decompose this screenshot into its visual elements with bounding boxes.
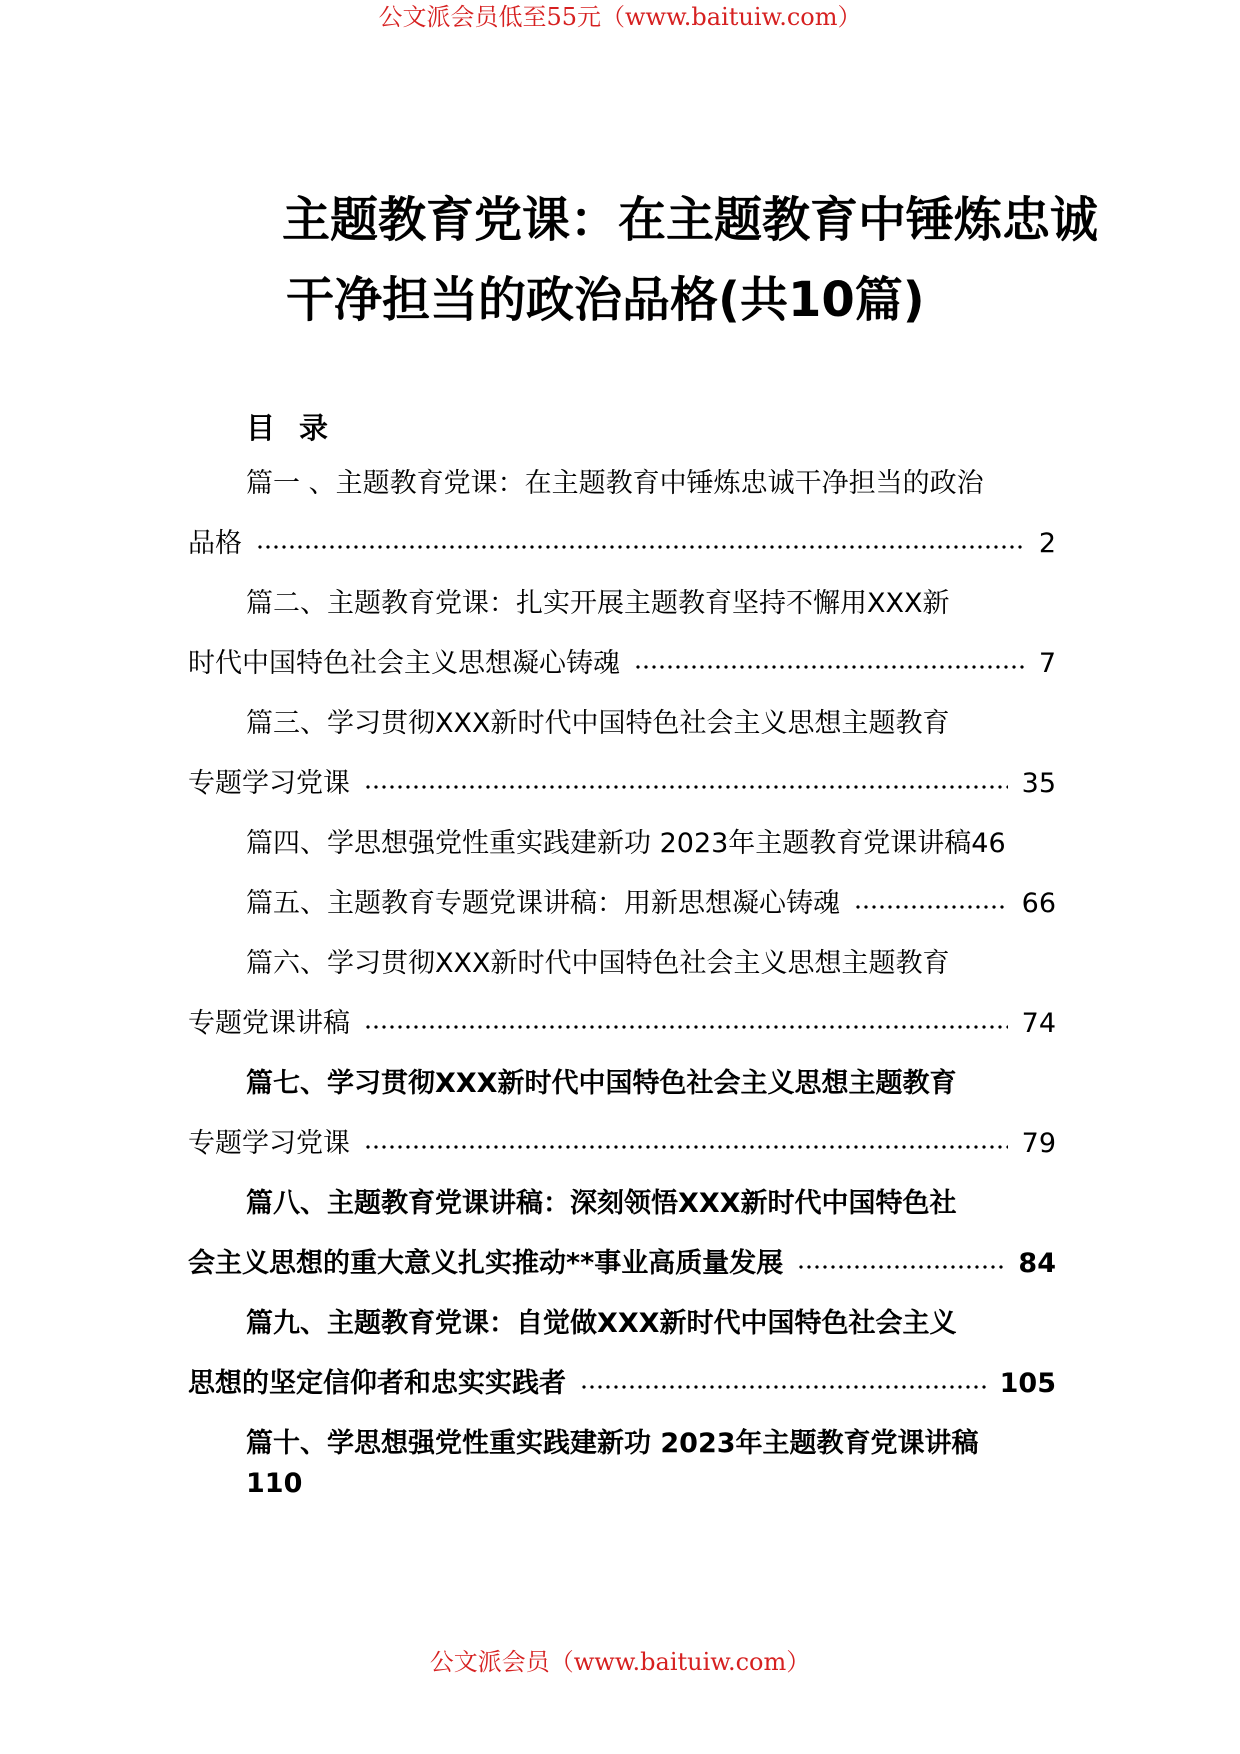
toc-entry-3-page: 35 (1021, 768, 1056, 799)
toc-heading: 目录 (246, 411, 353, 445)
document-title-line-2: 干净担当的政治品格(共10篇) (286, 272, 925, 328)
toc-entry-6-page: 74 (1021, 1008, 1056, 1039)
toc-entry-8-leader (188, 1244, 1056, 1284)
dot-leader (364, 1145, 1008, 1149)
toc-entry-9-page: 105 (999, 1368, 1056, 1399)
toc-entry-8-line1: 篇八、主题教育党课讲稿：深刻领悟XXX新时代中国特色社 (246, 1188, 957, 1219)
toc-entry-9-line2: 思想的坚定信仰者和忠实实践者 (188, 1368, 566, 1399)
toc-entry-8-line2: 会主义思想的重大意义扎实推动**事业高质量发展 (188, 1248, 784, 1279)
toc-entry-2-line2: 时代中国特色社会主义思想凝心铸魂 (188, 648, 620, 679)
toc-entry-2-leader (188, 644, 1056, 684)
toc-entry-3-line2: 专题学习党课 (188, 768, 350, 799)
dot-leader (364, 1025, 1008, 1029)
dot-leader (634, 665, 1025, 669)
toc-entry-4-line1: 篇四、学思想强党性重实践建新功 2023年主题教育党课讲稿46 (246, 828, 1006, 859)
document-title-line-1: 主题教育党课：在主题教育中锤炼忠诚 (282, 192, 1099, 248)
toc-entry-1-line2: 品格 (188, 528, 242, 559)
toc-entry-7-leader (188, 1124, 1056, 1164)
toc-entry-1-page: 2 (1038, 528, 1056, 559)
dot-leader (854, 905, 1008, 909)
toc-entry-1-leader (188, 524, 1056, 564)
toc-entry-6-line1: 篇六、学习贯彻XXX新时代中国特色社会主义思想主题教育 (246, 948, 950, 979)
header-watermark-banner: 公文派会员低至55元（www.baituiw.com） (378, 3, 862, 31)
toc-entry-6-leader (188, 1004, 1056, 1044)
toc-entry-9-leader (188, 1364, 1056, 1404)
dot-leader (364, 785, 1008, 789)
toc-entry-7-page: 79 (1021, 1128, 1056, 1159)
toc-entry-10-page: 110 (246, 1468, 303, 1499)
toc-entry-7-line2: 专题学习党课 (188, 1128, 350, 1159)
toc-entry-3-leader (188, 764, 1056, 804)
toc-entry-5-line1: 篇五、主题教育专题党课讲稿：用新思想凝心铸魂 (246, 888, 840, 919)
dot-leader (797, 1265, 1004, 1269)
toc-entry-2-page: 7 (1038, 648, 1056, 679)
toc-entry-5-leader (246, 884, 1056, 924)
toc-entry-3-line1: 篇三、学习贯彻XXX新时代中国特色社会主义思想主题教育 (246, 708, 950, 739)
toc-entry-10-line1: 篇十、学思想强党性重实践建新功 2023年主题教育党课讲稿 (246, 1428, 979, 1459)
toc-entry-7-line1: 篇七、学习贯彻XXX新时代中国特色社会主义思想主题教育 (246, 1068, 957, 1099)
toc-entry-5-page: 66 (1021, 888, 1056, 919)
dot-leader (256, 545, 1025, 549)
toc-entry-6-line2: 专题党课讲稿 (188, 1008, 350, 1039)
dot-leader (580, 1385, 986, 1389)
toc-entry-1-line1: 篇一 、主题教育党课：在主题教育中锤炼忠诚干净担当的政治 (246, 468, 984, 499)
toc-entry-8-page: 84 (1018, 1248, 1056, 1279)
toc-entry-2-line1: 篇二、主题教育党课：扎实开展主题教育坚持不懈用XXX新 (246, 588, 950, 619)
toc-entry-9-line1: 篇九、主题教育党课：自觉做XXX新时代中国特色社会主义 (246, 1308, 957, 1339)
footer-watermark-banner: 公文派会员（www.baituiw.com） (429, 1648, 811, 1676)
